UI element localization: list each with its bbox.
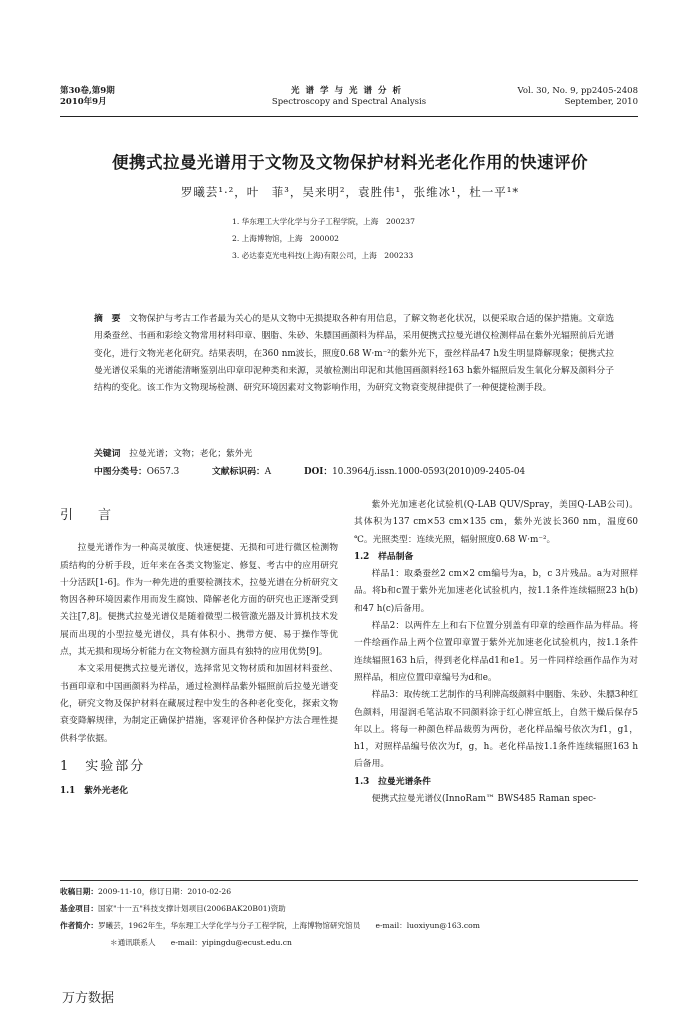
- vol-pages-line: Vol. 30, No. 9, pp2405-2408: [517, 86, 638, 96]
- affiliation-item: 1. 华东理工大学化学与分子工程学院，上海 200237: [232, 217, 415, 226]
- subsection-heading: 1.2 样品制备: [354, 551, 414, 562]
- doi-value: 10.3964/j.issn.1000-0593(2010)09-2405-04: [332, 466, 526, 477]
- body-paragraph: 便携式拉曼光谱仪(InnoRam™ BWS485 Raman spec-: [371, 794, 596, 805]
- right-column: [354, 497, 638, 808]
- journal-name-cn: 光谱学与光谱分析: [290, 86, 407, 96]
- paper-title: 便携式拉曼光谱用于文物及文物保护材料光老化作用的快速评价: [112, 153, 588, 172]
- abstract-text: 文物保护与考古工作者最为关心的是从文物中无损提取各种有用信息，了解文物老化状况，以便采取合适的保护措施。文章选用桑蚕丝、书画和彩绘文物常用材料印章、胭脂、朱砂、朱膘国画颜料为样品，采用便携式拉曼光谱仪检测样品在紫外光辐照前后光谱变化，进行文物光老化研究。结果表明，在360 nm波长，照度0.68 W·m⁻²的紫外光下，蚕丝样品47 h发生明显降解现象；便携式拉曼光谱仪采集的光谱能清晰鉴别出印章印泥种类和来源，灵敏检测出印泥和其他国画颜料经163 h紫外辐照后发生氧化分解及颜料分子结构的变化。该工作为文物现场检测、研究环境因素对文物影响作用，为研究文物衰变规律提供了一种便捷检测手段。: [94, 314, 614, 394]
- section-heading: 1 实验部分: [60, 758, 146, 774]
- bio-label: 作者简介：: [60, 921, 98, 930]
- date-line: 2010年9月: [60, 97, 107, 107]
- volume-line: 第30卷,第9期: [60, 86, 115, 96]
- abstract-label: 摘 要: [94, 314, 121, 324]
- journal-header: [60, 86, 638, 117]
- affiliation-item: 2. 上海博物馆，上海 200002: [232, 234, 339, 243]
- vol-pages: [518, 86, 638, 108]
- subsection-heading: 1.3 拉曼光谱条件: [354, 776, 431, 787]
- doc-code-label: 文献标识码：: [212, 466, 265, 477]
- received-label: 收稿日期：: [60, 887, 98, 896]
- month-line: September, 2010: [564, 97, 638, 107]
- intro-paragraph: 本文采用便携式拉曼光谱仪，选择常见文物材质和加固材料蚕丝、书画印章和中国画颜料为样品，通过检测样品紫外辐照前后拉曼光谱变化，研究文物及保护材料在藏展过程中发生的各种老化变化，探索文物衰变降解规律，为制定正确保护措施，客观评价各种保护方法合理性提供科学依据。: [60, 664, 338, 744]
- intro-paragraph: 拉曼光谱作为一种高灵敏度、快速便捷、无损和可进行微区检测物质结构的分析手段，近年来在各类文物鉴定、修复、考古中的应用研究十分活跃[1-6]。作为一种先进的重要检测技术，拉曼光谱在分析研究文物因各种环境因素作用而发生腐蚀、降解老化方面的研究也正逐渐受到关注[7,8]。便携式拉曼光谱仪是随着微型二极管激光器及计算机技术发展而出现的小型拉曼光谱仪，具有体积小、携带方便、易于操作等优点，其无损和现场分析能力在文物检测方面具有独特的应用优势[9]。: [60, 543, 338, 658]
- fund-label: 基金项目：: [60, 904, 98, 913]
- keywords-text: 拉曼光谱；文物；老化；紫外光: [129, 449, 253, 459]
- keywords-block: [94, 446, 614, 481]
- journal-name-en: Spectroscopy and Spectral Analysis: [271, 97, 427, 107]
- affiliation-item: 3. 必达泰克光电科技(上海)有限公司，上海 200233: [232, 251, 414, 260]
- body-paragraph: 样品1：取桑蚕丝2 cm×2 cm编号为a，b，c 3片残品。a为对照样品。将b和c置于紫外光加速老化试验机内，按1.1条件连续辐照23 h(b)和47 h(c)后备用。: [354, 569, 638, 614]
- abstract: [94, 311, 614, 397]
- subsection-heading: 1.1 紫外光老化: [60, 786, 129, 797]
- left-column: [60, 497, 338, 800]
- body-paragraph: 紫外光加速老化试验机(Q-LAB QUV/Spray，美国Q-LAB公司)。其体积为137 cm×53 cm×135 cm，紫外光波长360 nm，温度60 ℃。光照类型：连续光照，辐射照度0.68 W·m⁻²。: [354, 500, 638, 545]
- author-list: 罗曦芸¹·²，叶 菲³，吴来明²，袁胜伟¹，张维冰¹，杜一平¹*: [180, 185, 520, 199]
- clc-value: O657.3: [146, 466, 180, 477]
- intro-heading: 引 言: [60, 508, 118, 523]
- footnotes: [60, 880, 638, 951]
- body-paragraph: 样品2：以两件左上和右下位置分别盖有印章的绘画作品为样品。将一件绘画作品上两个位置印章置于紫外光加速老化试验机内，按1.1条件连续辐照163 h后，得到老化样品d1和e1。另一件同样绘画作品作为对照样品，相应位置印章编号为d和e。: [354, 621, 638, 683]
- clc-label: 中图分类号：: [94, 466, 147, 477]
- fund-value: 国家"十一五"科技支撑计划项目(2006BAK20B01)资助: [97, 904, 286, 913]
- doi-label: DOI：: [303, 466, 333, 477]
- affiliations: [232, 213, 415, 264]
- corresponding-author: ＊通讯联系人 e-mail：yipingdu@ecust.edu.cn: [110, 938, 292, 947]
- keywords-label: 关键词: [94, 449, 121, 459]
- bio-value: 罗曦芸，1962年生，华东理工大学化学与分子工程学院，上海博物馆研究馆员 e-mail：luoxiyun@163.com: [97, 921, 480, 930]
- body-paragraph: 样品3：取传统工艺制作的马利牌高级颜料中胭脂、朱砂、朱膘3种红色颜料，用湿润毛笔沾取不同颜料涂于红心牌宣纸上，自然干燥后保存5年以上。将每一种颜色样品裁剪为两份，老化样品编号依次为f1，g1，h1，对照样品编号依次为f，g，h。老化样品按1.1条件连续辐照163 h后备用。: [354, 690, 638, 770]
- watermark: 万方数据: [62, 991, 115, 1006]
- received-value: 2009-11-10，修订日期：2010-02-26: [97, 887, 232, 896]
- doc-code-value: A: [264, 466, 272, 477]
